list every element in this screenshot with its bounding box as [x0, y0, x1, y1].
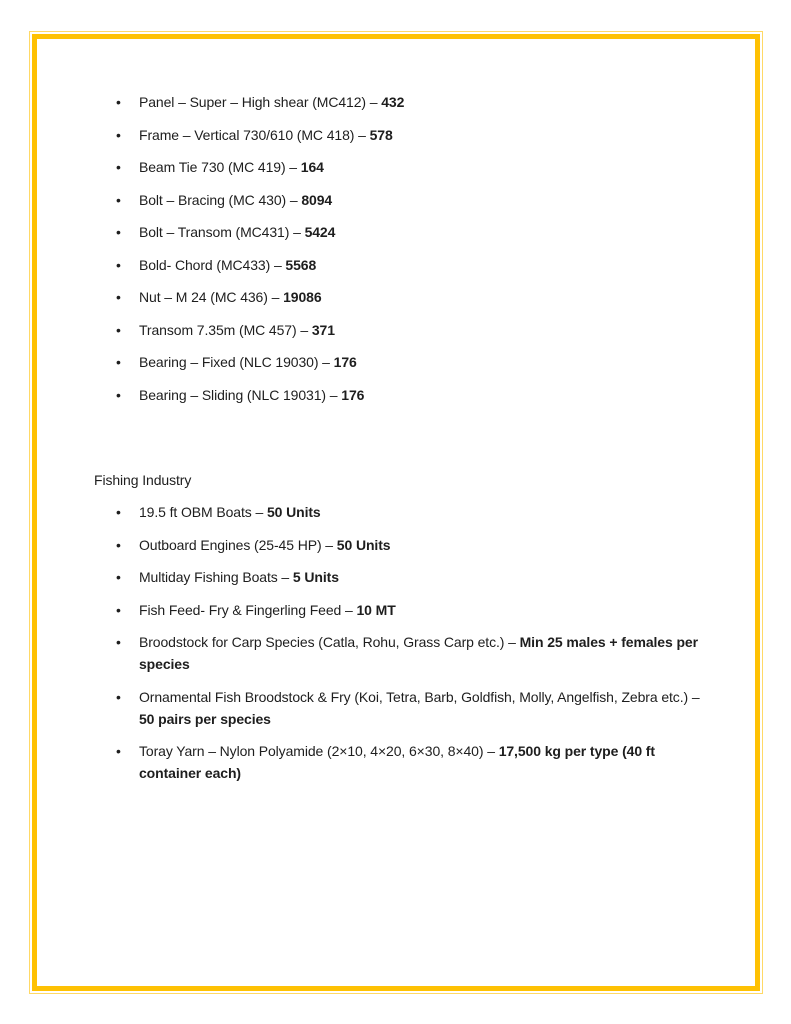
list-item — [94, 501, 711, 523]
list-item — [94, 599, 711, 621]
list-item — [94, 534, 711, 556]
item-value: 176 — [341, 386, 365, 403]
list-item — [94, 686, 711, 730]
fishing-list — [94, 501, 711, 784]
bullet-icon: • — [116, 601, 121, 618]
bullet-icon: • — [116, 289, 121, 305]
item-text: Toray Yarn – Nylon Polyamide (2×10, 4×20, 6×30, 8×40) – — [139, 743, 499, 759]
item-text: Bolt – Bracing (MC 430) – — [139, 191, 302, 208]
list-item — [94, 124, 711, 146]
item-text: Frame – Vertical 730/610 (MC 418) – — [139, 126, 370, 143]
bullet-icon: • — [116, 386, 121, 403]
section-heading: Fishing Industry — [94, 471, 192, 488]
item-value: 50 Units — [266, 504, 321, 520]
bullet-icon: • — [116, 743, 121, 759]
parts-list — [94, 91, 711, 406]
item-text: Bold- Chord (MC433) – — [139, 256, 286, 273]
item-value: 10 MT — [356, 601, 396, 618]
list-item — [94, 286, 711, 308]
item-text: Bearing – Sliding (NLC 19031) – — [139, 386, 342, 403]
list-item — [94, 319, 711, 341]
bullet-icon: • — [116, 634, 121, 650]
bullet-icon: • — [116, 94, 121, 110]
list-item — [94, 631, 711, 675]
list-item — [94, 221, 711, 243]
bullet-icon: • — [116, 191, 121, 208]
list-item — [94, 189, 711, 211]
list-item — [94, 254, 711, 276]
list-item — [94, 740, 711, 784]
bullet-icon: • — [116, 504, 121, 520]
item-text: Bearing – Fixed (NLC 19030) – — [139, 354, 334, 370]
item-text: Beam Tie 730 (MC 419) – — [139, 159, 301, 175]
bullet-icon: • — [116, 126, 121, 143]
item-value: 8094 — [301, 191, 333, 208]
bullet-icon: • — [116, 688, 121, 705]
item-text: Fish Feed- Fry & Fingerling Feed – — [139, 601, 357, 618]
bullet-icon: • — [116, 536, 121, 553]
bullet-icon: • — [116, 354, 121, 370]
bullet-icon: • — [116, 159, 121, 175]
item-value: 578 — [369, 126, 393, 143]
item-text: Bolt – Transom (MC431) – — [139, 224, 305, 240]
item-value: 176 — [333, 354, 357, 370]
document-content — [94, 91, 711, 795]
item-text: 19.5 ft OBM Boats – — [139, 504, 267, 520]
item-value: 19086 — [283, 289, 322, 305]
item-value: 50 Units — [336, 536, 391, 553]
bullet-icon: • — [116, 321, 121, 338]
list-item — [94, 156, 711, 178]
list-item — [94, 351, 711, 373]
item-value: Min 25 males + females per species — [139, 634, 698, 672]
item-value: 5424 — [304, 224, 336, 240]
item-text: Broodstock for Carp Species (Catla, Rohu, Grass Carp etc.) – — [139, 634, 520, 650]
list-item — [94, 566, 711, 588]
item-value: 432 — [381, 94, 405, 110]
item-text: Outboard Engines (25-45 HP) – — [139, 536, 337, 553]
item-value: 50 pairs per species — [139, 710, 271, 727]
list-item — [94, 91, 711, 113]
item-value: 5 Units — [292, 569, 339, 585]
list-item — [94, 384, 711, 406]
bullet-icon: • — [116, 569, 121, 585]
item-text: Panel – Super – High shear (MC412) – — [139, 94, 382, 110]
bullet-icon: • — [116, 256, 121, 273]
item-text: Multiday Fishing Boats – — [139, 569, 293, 585]
bullet-icon: • — [116, 224, 121, 240]
item-text: Ornamental Fish Broodstock & Fry (Koi, Tetra, Barb, Goldfish, Molly, Angelfish, Zebra etc.) – — [139, 688, 700, 705]
item-text: Transom 7.35m (MC 457) – — [139, 321, 312, 338]
item-value: 17,500 kg per type (40 ft container each) — [139, 743, 655, 781]
item-text: Nut – M 24 (MC 436) – — [139, 289, 284, 305]
item-value: 164 — [300, 159, 324, 175]
item-value: 371 — [311, 321, 335, 338]
item-value: 5568 — [285, 256, 317, 273]
